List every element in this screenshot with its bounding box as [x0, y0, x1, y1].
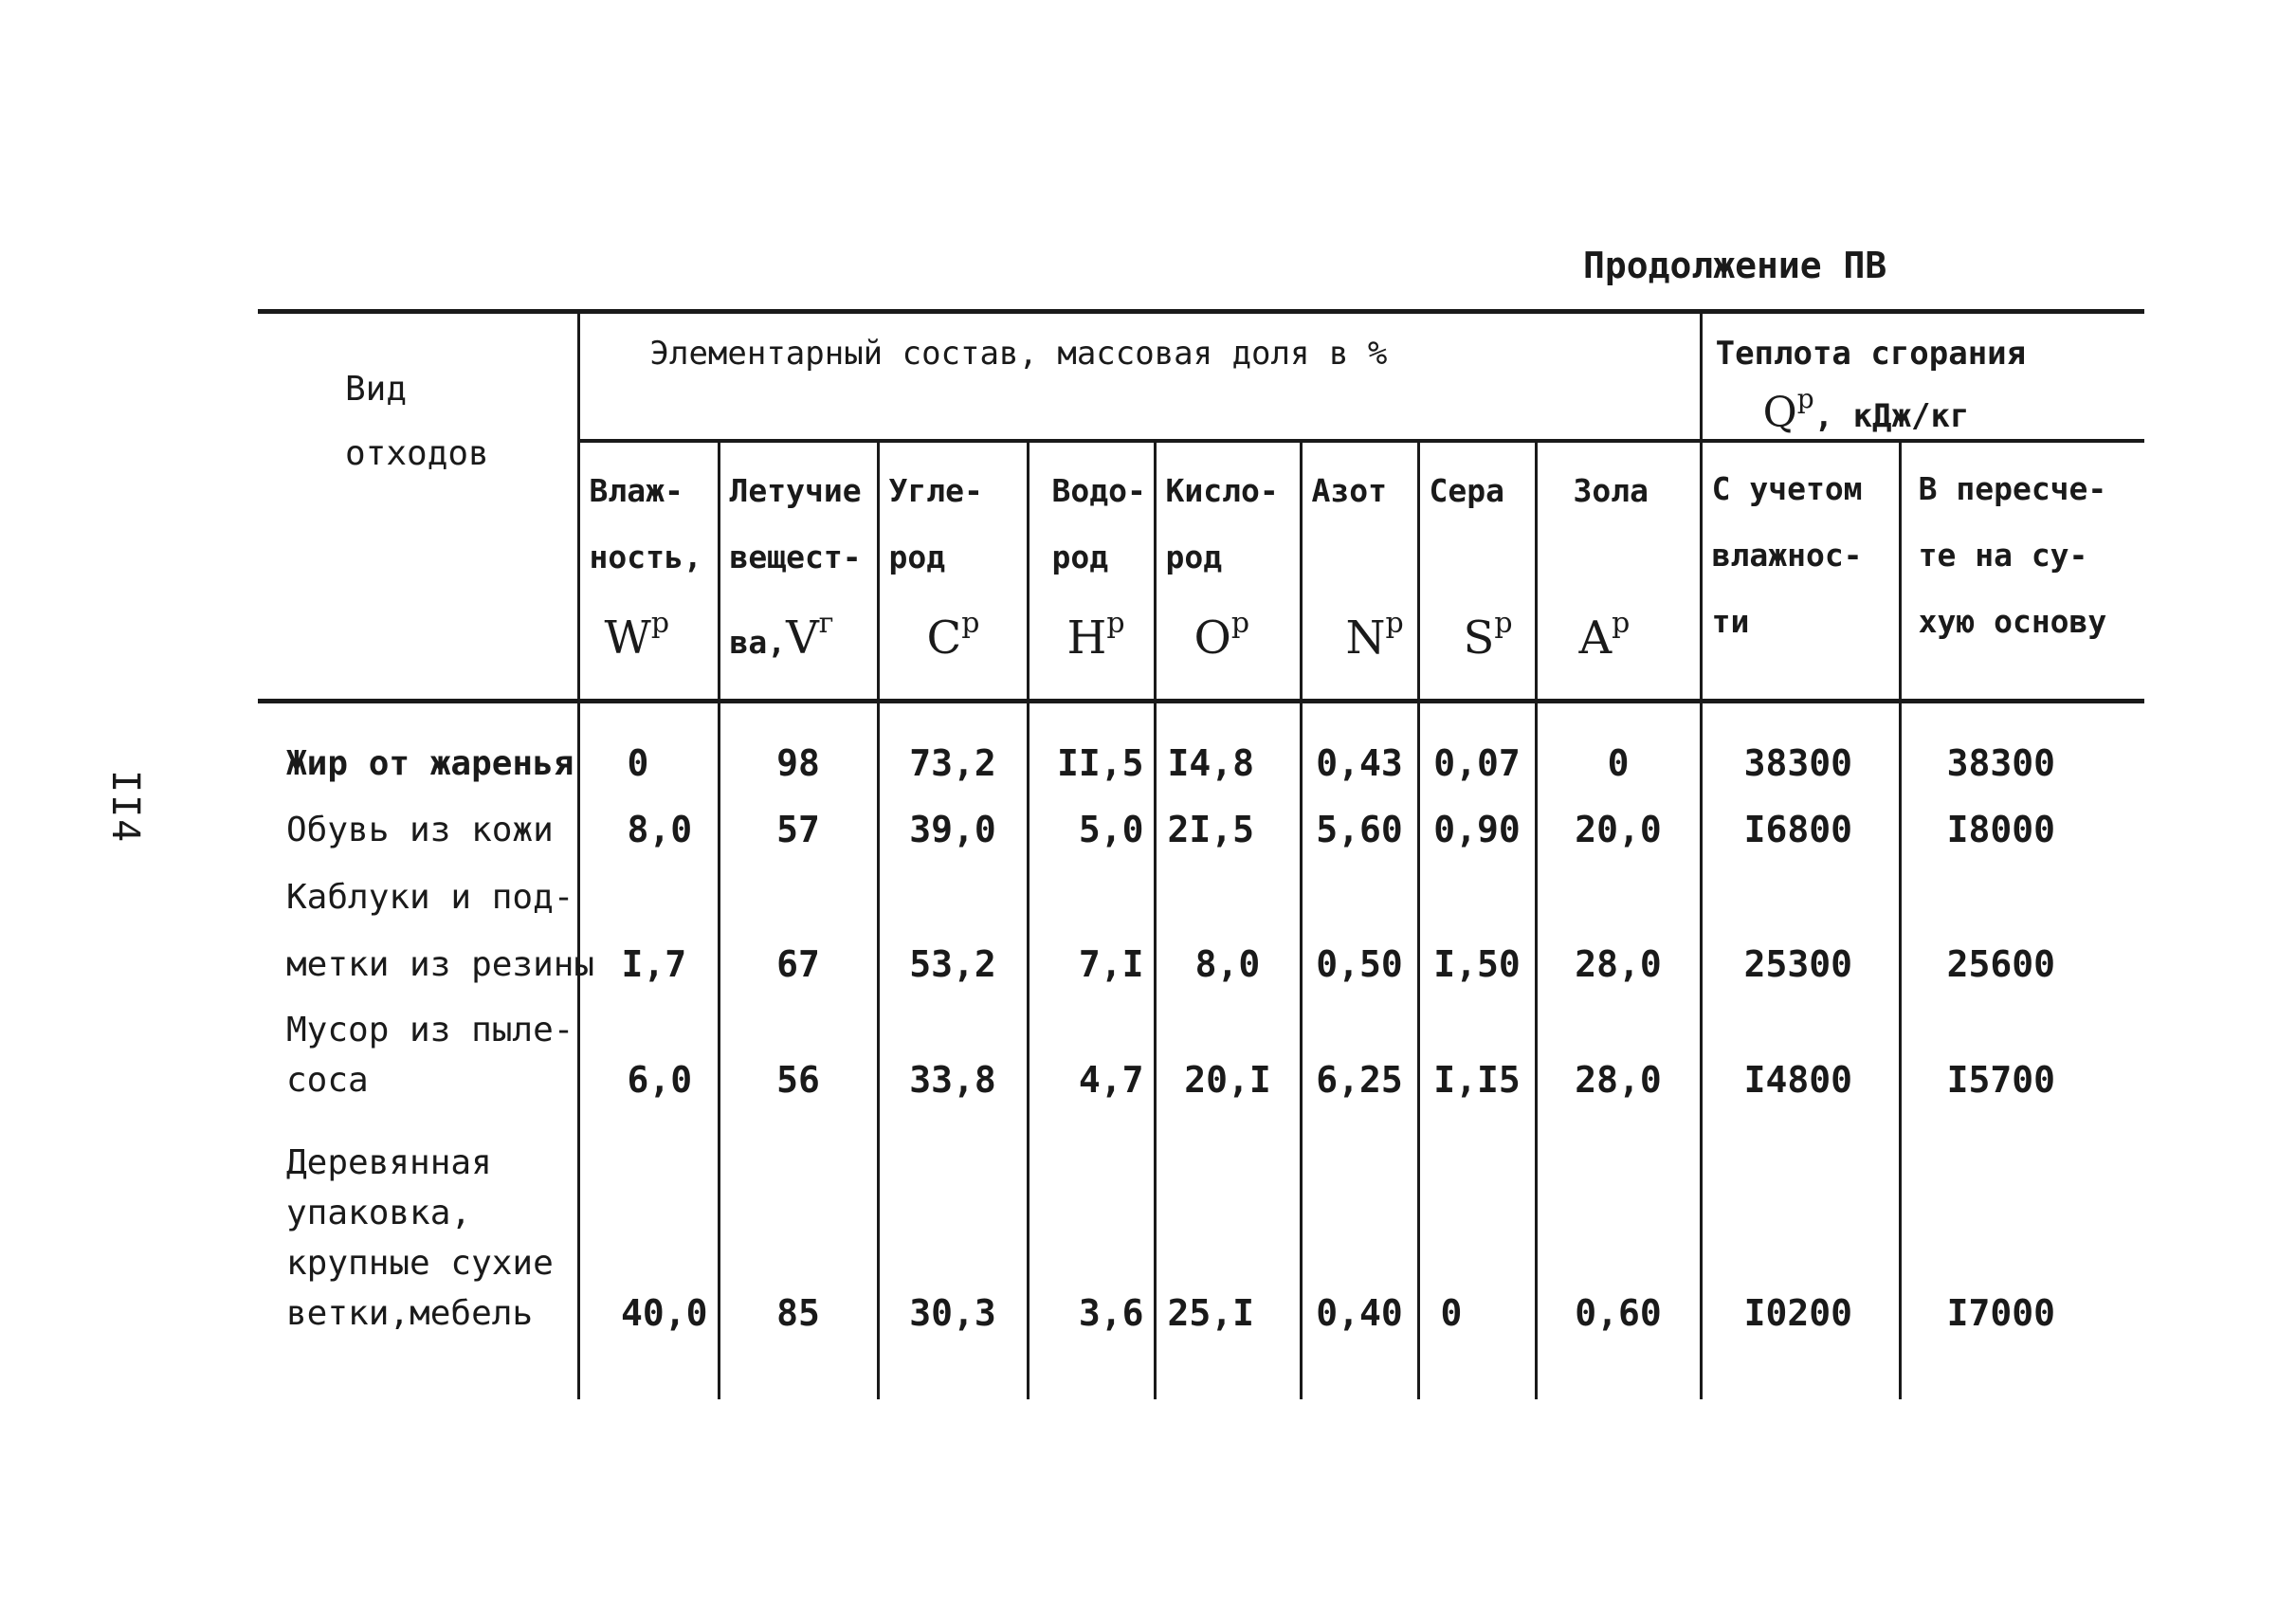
cell-hydrogen: 4,7: [1028, 990, 1155, 1105]
symbol-a: A: [1578, 611, 1613, 665]
cell-sulfur: 0: [1418, 1105, 1536, 1342]
table: [258, 309, 2144, 1399]
cell-ash: 28,0: [1536, 855, 1701, 990]
symbol-h: H: [1066, 611, 1107, 665]
cell-sulfur: I,50: [1418, 855, 1536, 990]
cell-oxygen: 25,I: [1155, 1105, 1301, 1342]
cell-volatile: 67: [719, 855, 878, 990]
cell-nitrogen: 0,40: [1301, 1105, 1418, 1342]
cell-hydrogen: 5,0: [1028, 789, 1155, 855]
cell-heat-with-moisture: I0200: [1701, 1105, 1900, 1342]
cell-ash: 0,60: [1536, 1105, 1701, 1342]
cell-heat-with-moisture: I4800: [1701, 990, 1900, 1105]
cell-moisture: 8,0: [578, 789, 719, 855]
heat-header-title: Теплота сгорания: [1715, 335, 2027, 373]
cell-heat-dry-basis: I5700: [1900, 990, 2144, 1105]
heat-symbol-sup: р: [1796, 383, 1814, 414]
col-header-oxygen: Кисло- род $O^р$: [1155, 441, 1301, 702]
cell-oxygen: 2I,5: [1155, 789, 1301, 855]
cell-heat-with-moisture: 38300: [1701, 722, 1900, 789]
table-row: [258, 1105, 2144, 1342]
table-row: [258, 722, 2144, 789]
col-header-volatile: Летучие вещест- $ва,V^г$: [719, 441, 878, 702]
cell-nitrogen: 0,50: [1301, 855, 1418, 990]
symbol-n: N: [1345, 611, 1386, 665]
page-number: II4: [103, 770, 147, 845]
cell-ash: 28,0: [1536, 990, 1701, 1105]
cell-sulfur: I,I5: [1418, 990, 1536, 1105]
symbol-w: W: [604, 611, 651, 665]
waste-type-header-line-1: Вид: [345, 370, 408, 409]
cell-volatile: 98: [719, 722, 878, 789]
cell-oxygen: 20,I: [1155, 990, 1301, 1105]
cell-hydrogen: 3,6: [1028, 1105, 1155, 1342]
col-header-sulfur: Сера $S^р$: [1418, 441, 1536, 702]
symbol-v: V: [786, 611, 819, 665]
cell-hydrogen: 7,I: [1028, 855, 1155, 990]
col-header-hydrogen: Водо- род $H^р$: [1028, 441, 1155, 702]
col-header-moisture: Влаж- ность, $W^р$: [578, 441, 719, 702]
cell-sulfur: 0,07: [1418, 722, 1536, 789]
cell-nitrogen: 6,25: [1301, 990, 1418, 1105]
cell-moisture: I,7: [578, 855, 719, 990]
row-name: Обувь из кожи: [286, 811, 554, 849]
col-header-nitrogen: Азот $N^р$: [1301, 441, 1418, 702]
col-header-with-moisture: С учетом влажнос- ти: [1701, 441, 1900, 702]
waste-composition-table: [258, 309, 2144, 1399]
row-name: Деревянная упаковка, крупные сухие ветки,мебель: [286, 1143, 554, 1333]
cell-oxygen: 8,0: [1155, 855, 1301, 990]
cell-moisture: 6,0: [578, 990, 719, 1105]
heat-unit: , кДж/кг: [1813, 397, 1970, 435]
heat-header: [1701, 312, 2144, 442]
cell-carbon: 33,8: [878, 990, 1028, 1105]
col-header-ash: Зола $A^р$: [1536, 441, 1701, 702]
cell-carbon: 30,3: [878, 1105, 1028, 1342]
cell-sulfur: 0,90: [1418, 789, 1536, 855]
cell-volatile: 56: [719, 990, 878, 1105]
symbol-c: C: [926, 611, 962, 665]
cell-nitrogen: 5,60: [1301, 789, 1418, 855]
table-caption: Продолжение ПВ: [1583, 245, 1887, 286]
symbol-o: O: [1194, 611, 1231, 665]
row-name: Мусор из пыле- соса: [286, 1011, 574, 1100]
cell-volatile: 85: [719, 1105, 878, 1342]
cell-moisture: 0: [578, 722, 719, 789]
cell-heat-with-moisture: 25300: [1701, 855, 1900, 990]
cell-heat-dry-basis: 38300: [1900, 722, 2144, 789]
composition-header: Элементарный состав, массовая доля в %: [578, 312, 1701, 442]
cell-moisture: 40,0: [578, 1105, 719, 1342]
cell-heat-dry-basis: 25600: [1900, 855, 2144, 990]
waste-type-header: [258, 312, 578, 702]
row-name: Каблуки и под- метки из резины: [286, 878, 595, 984]
symbol-s: S: [1463, 611, 1495, 665]
table-row: [258, 855, 2144, 990]
row-name: Жир от жаренья: [286, 744, 574, 783]
cell-carbon: 39,0: [878, 789, 1028, 855]
col-header-carbon: Угле- род $C^р$: [878, 441, 1028, 702]
table-row: [258, 990, 2144, 1105]
cell-heat-dry-basis: I7000: [1900, 1105, 2144, 1342]
cell-carbon: 73,2: [878, 722, 1028, 789]
cell-ash: 20,0: [1536, 789, 1701, 855]
cell-carbon: 53,2: [878, 855, 1028, 990]
cell-ash: 0: [1536, 722, 1701, 789]
cell-oxygen: I4,8: [1155, 722, 1301, 789]
waste-type-header-line-2: отходов: [345, 434, 489, 473]
col-header-dry-basis: В пересче- те на су- хую основу: [1900, 441, 2144, 702]
cell-heat-dry-basis: I8000: [1900, 789, 2144, 855]
cell-volatile: 57: [719, 789, 878, 855]
cell-heat-with-moisture: I6800: [1701, 789, 1900, 855]
cell-nitrogen: 0,43: [1301, 722, 1418, 789]
heat-symbol: Q: [1762, 389, 1797, 437]
cell-hydrogen: II,5: [1028, 722, 1155, 789]
table-row: [258, 789, 2144, 855]
